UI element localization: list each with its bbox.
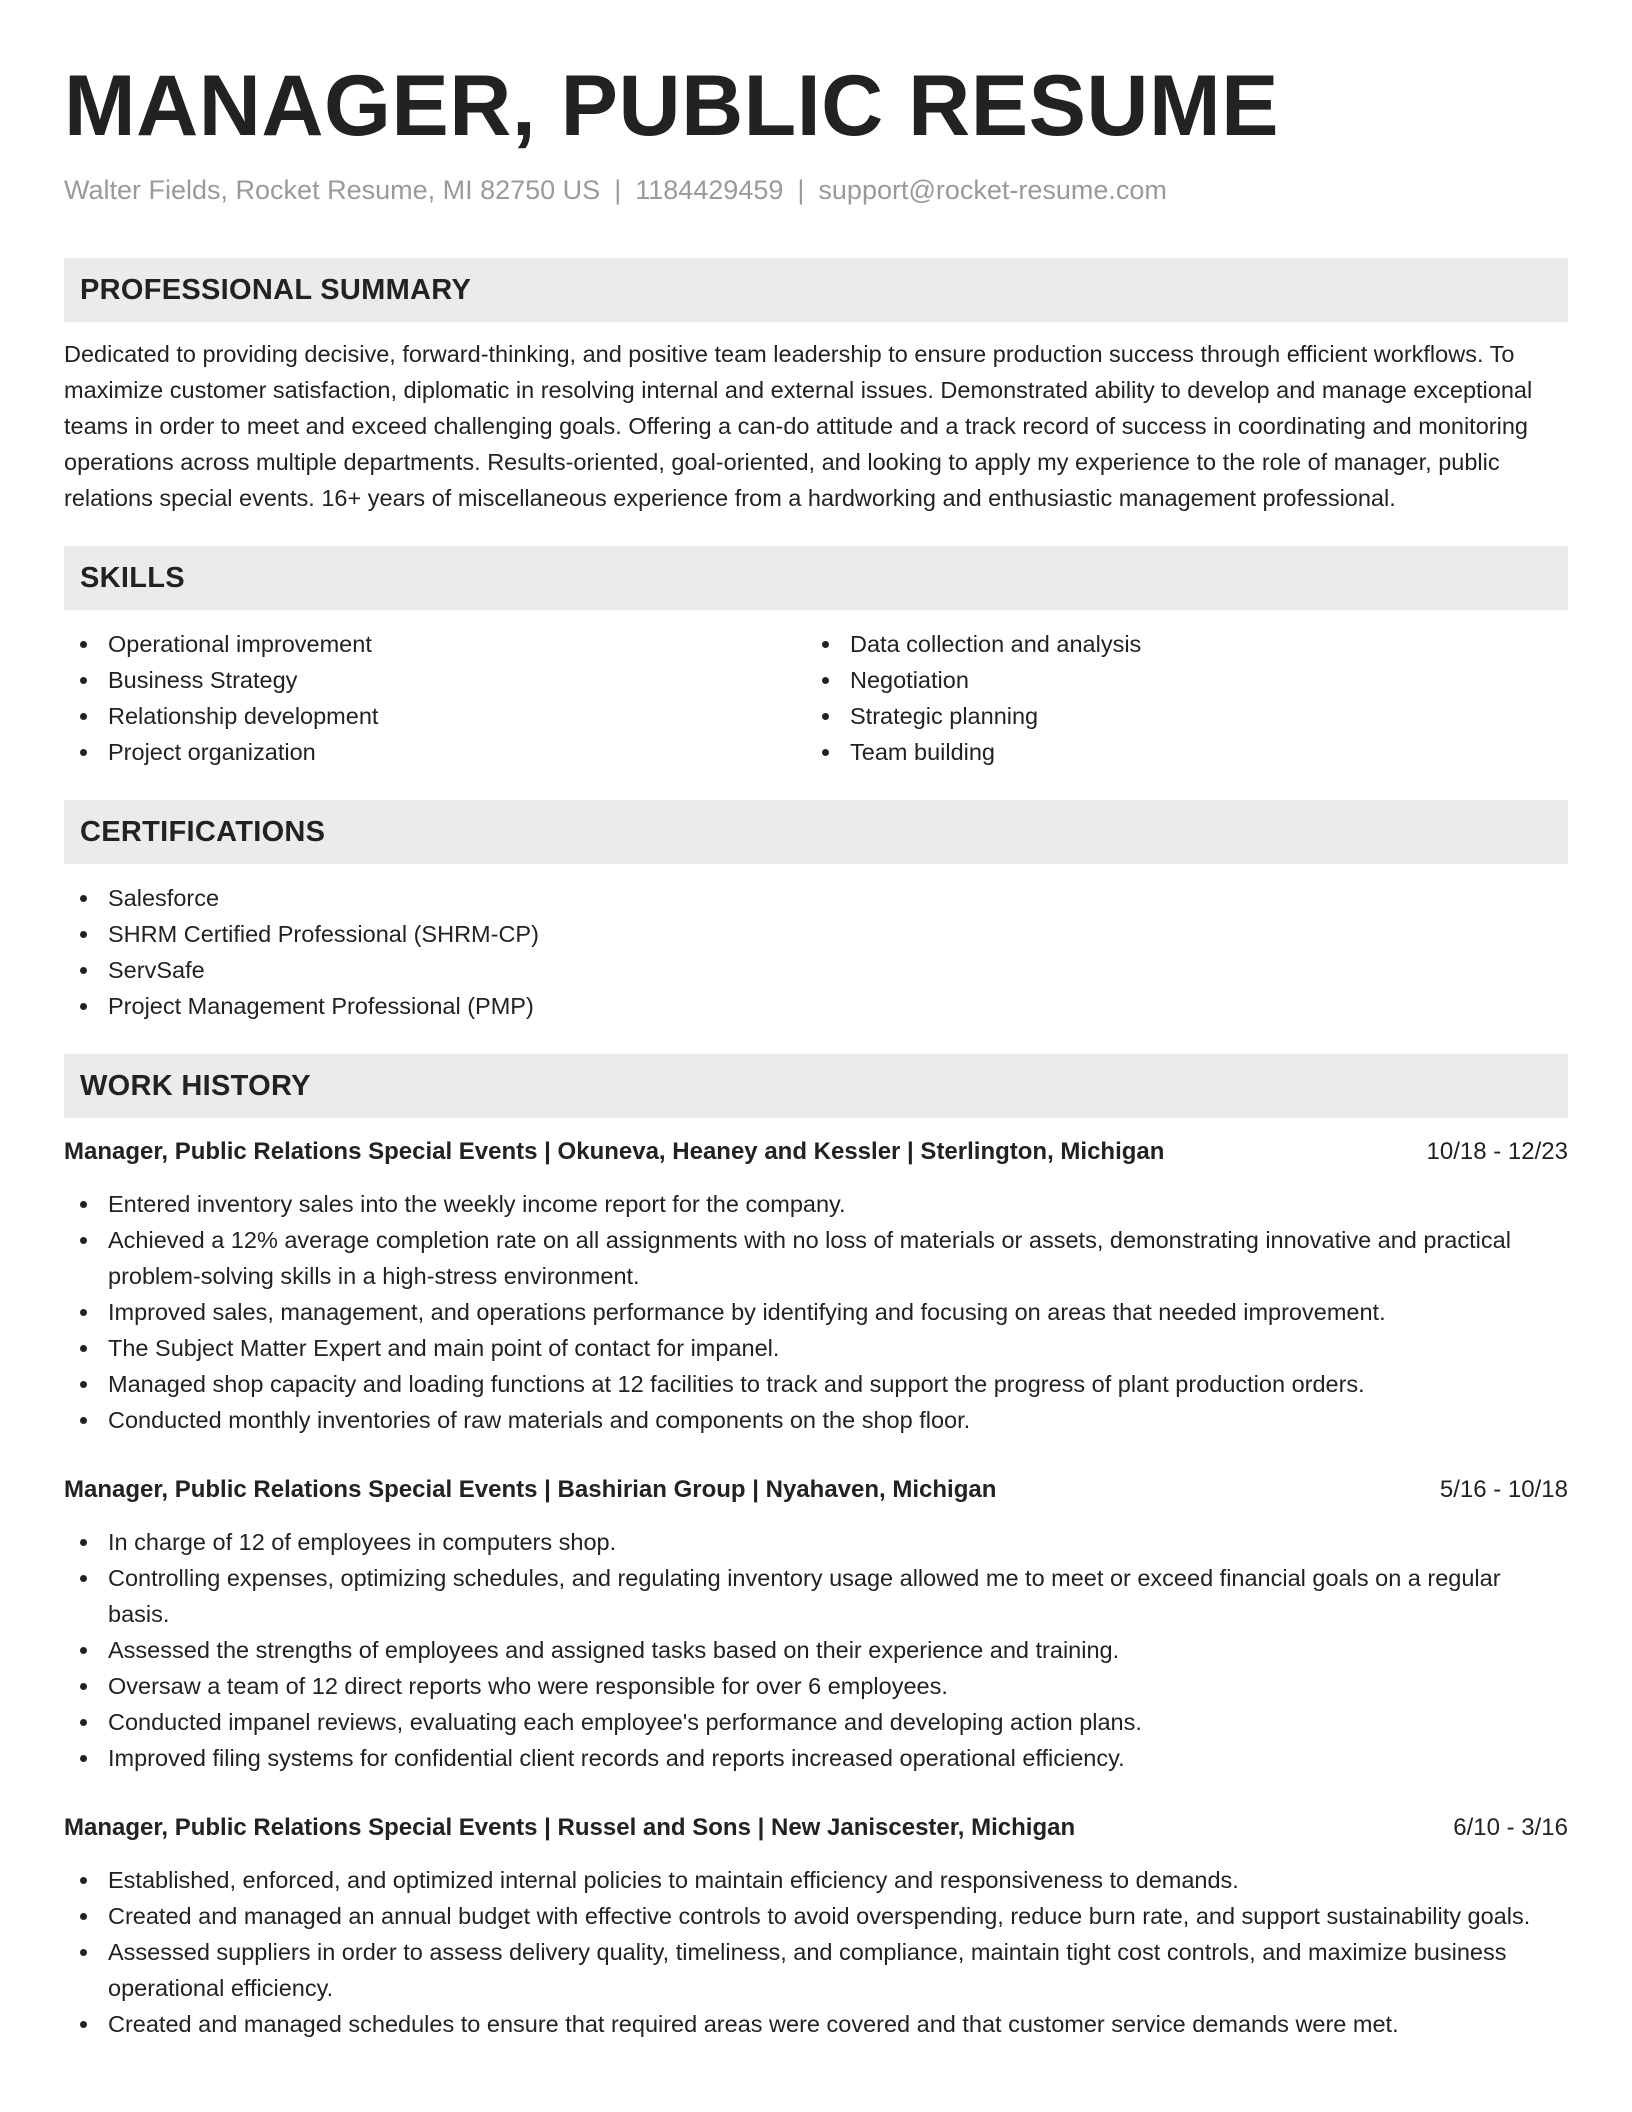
job-title: Manager, Public Relations Special Events | Bashirian Group | Nyahaven, Michigan [64, 1476, 997, 1503]
job-header [64, 1810, 1568, 1846]
job-bullet: Conducted monthly inventories of raw materials and components on the shop floor. [64, 1402, 1568, 1438]
resume-page [64, 0, 1568, 2042]
skill-item: Team building [806, 734, 1548, 770]
certification-item: SHRM Certified Professional (SHRM-CP) [64, 916, 1568, 952]
job-title: Manager, Public Relations Special Events | Okuneva, Heaney and Kessler | Sterlington, Michigan [64, 1138, 1165, 1165]
skill-item: Strategic planning [806, 698, 1548, 734]
job-bullet: Assessed suppliers in order to assess delivery quality, timeliness, and compliance, maintain tight cost controls, and maximize business operational efficiency. [64, 1934, 1568, 2006]
summary-text: Dedicated to providing decisive, forward-thinking, and positive team leadership to ensure production success through efficient workflows. To maximize customer satisfaction, diplomatic in resolving internal and external issues. Demonstrated ability to develop and manage exceptional teams in order to meet and exceed challenging goals. Offering a can-do attitude and a track record of success in coordinating and monitoring operations across multiple departments. Results-oriented, goal-oriented, and looking to apply my experience to the role of manager, public relations special events. 16+ years of miscellaneous experience from a hardworking and enthusiastic management professional. [64, 341, 1533, 511]
job-bullet: Improved filing systems for confidential client records and reports increased operational efficiency. [64, 1740, 1568, 1776]
job-bullet: The Subject Matter Expert and main point of contact for impanel. [64, 1330, 1568, 1366]
job-bullet: Improved sales, management, and operations performance by identifying and focusing on areas that needed improvement. [64, 1294, 1568, 1330]
job-bullets [64, 1186, 1568, 1438]
contact-line [64, 172, 1568, 208]
job-bullet: Assessed the strengths of employees and assigned tasks based on their experience and training. [64, 1632, 1568, 1668]
skill-item: Relationship development [64, 698, 806, 734]
skills-list-left [64, 626, 806, 770]
job-bullet: Created and managed an annual budget with effective controls to avoid overspending, reduce burn rate, and support sustainability goals. [64, 1898, 1568, 1934]
contact-separator: | [797, 175, 805, 205]
section-heading-certifications: CERTIFICATIONS [64, 800, 1568, 864]
skill-item: Project organization [64, 734, 806, 770]
certification-item: Salesforce [64, 880, 1568, 916]
job-bullet: Managed shop capacity and loading functions at 12 facilities to track and support the progress of plant production orders. [64, 1366, 1568, 1402]
job-bullet: In charge of 12 of employees in computers shop. [64, 1524, 1568, 1560]
job-dates: 5/16 - 10/18 [1439, 1476, 1568, 1503]
job-header [64, 1134, 1568, 1170]
job-header [64, 1472, 1568, 1508]
section-heading-skills: SKILLS [64, 546, 1568, 610]
job-entry [64, 1134, 1568, 1438]
contact-address: Walter Fields, Rocket Resume, MI 82750 US [64, 175, 601, 205]
job-bullet: Controlling expenses, optimizing schedules, and regulating inventory usage allowed me to meet or exceed financial goals on a regular basis. [64, 1560, 1568, 1632]
job-bullet: Created and managed schedules to ensure that required areas were covered and that customer service demands were met. [64, 2006, 1568, 2042]
job-bullets [64, 1524, 1568, 1776]
certification-item: ServSafe [64, 952, 1568, 988]
job-entry [64, 1810, 1568, 2042]
section-heading-summary: PROFESSIONAL SUMMARY [64, 258, 1568, 322]
job-dates: 10/18 - 12/23 [1426, 1138, 1568, 1165]
contact-phone: 1184429459 [635, 175, 784, 205]
resume-title: MANAGER, PUBLIC RESUME [64, 58, 1280, 154]
skills-grid [64, 626, 1568, 770]
skill-item: Operational improvement [64, 626, 806, 662]
certification-item: Project Management Professional (PMP) [64, 988, 1568, 1024]
job-bullet: Conducted impanel reviews, evaluating each employee's performance and developing action plans. [64, 1704, 1568, 1740]
section-heading-work-history: WORK HISTORY [64, 1054, 1568, 1118]
skill-item: Data collection and analysis [806, 626, 1548, 662]
job-bullets [64, 1862, 1568, 2042]
job-entry [64, 1472, 1568, 1776]
skills-list-right [806, 626, 1548, 770]
certifications-list [64, 880, 1568, 1024]
skill-item: Business Strategy [64, 662, 806, 698]
job-dates: 6/10 - 3/16 [1453, 1814, 1568, 1841]
contact-email: support@rocket-resume.com [818, 175, 1167, 205]
job-bullet: Entered inventory sales into the weekly income report for the company. [64, 1186, 1568, 1222]
job-title: Manager, Public Relations Special Events | Russel and Sons | New Janiscester, Michigan [64, 1814, 1076, 1841]
contact-separator: | [614, 175, 622, 205]
job-bullet: Established, enforced, and optimized internal policies to maintain efficiency and responsiveness to demands. [64, 1862, 1568, 1898]
job-bullet: Achieved a 12% average completion rate on all assignments with no loss of materials or assets, demonstrating innovative and practical problem-solving skills in a high-stress environment. [64, 1222, 1568, 1294]
job-bullet: Oversaw a team of 12 direct reports who were responsible for over 6 employees. [64, 1668, 1568, 1704]
skill-item: Negotiation [806, 662, 1548, 698]
